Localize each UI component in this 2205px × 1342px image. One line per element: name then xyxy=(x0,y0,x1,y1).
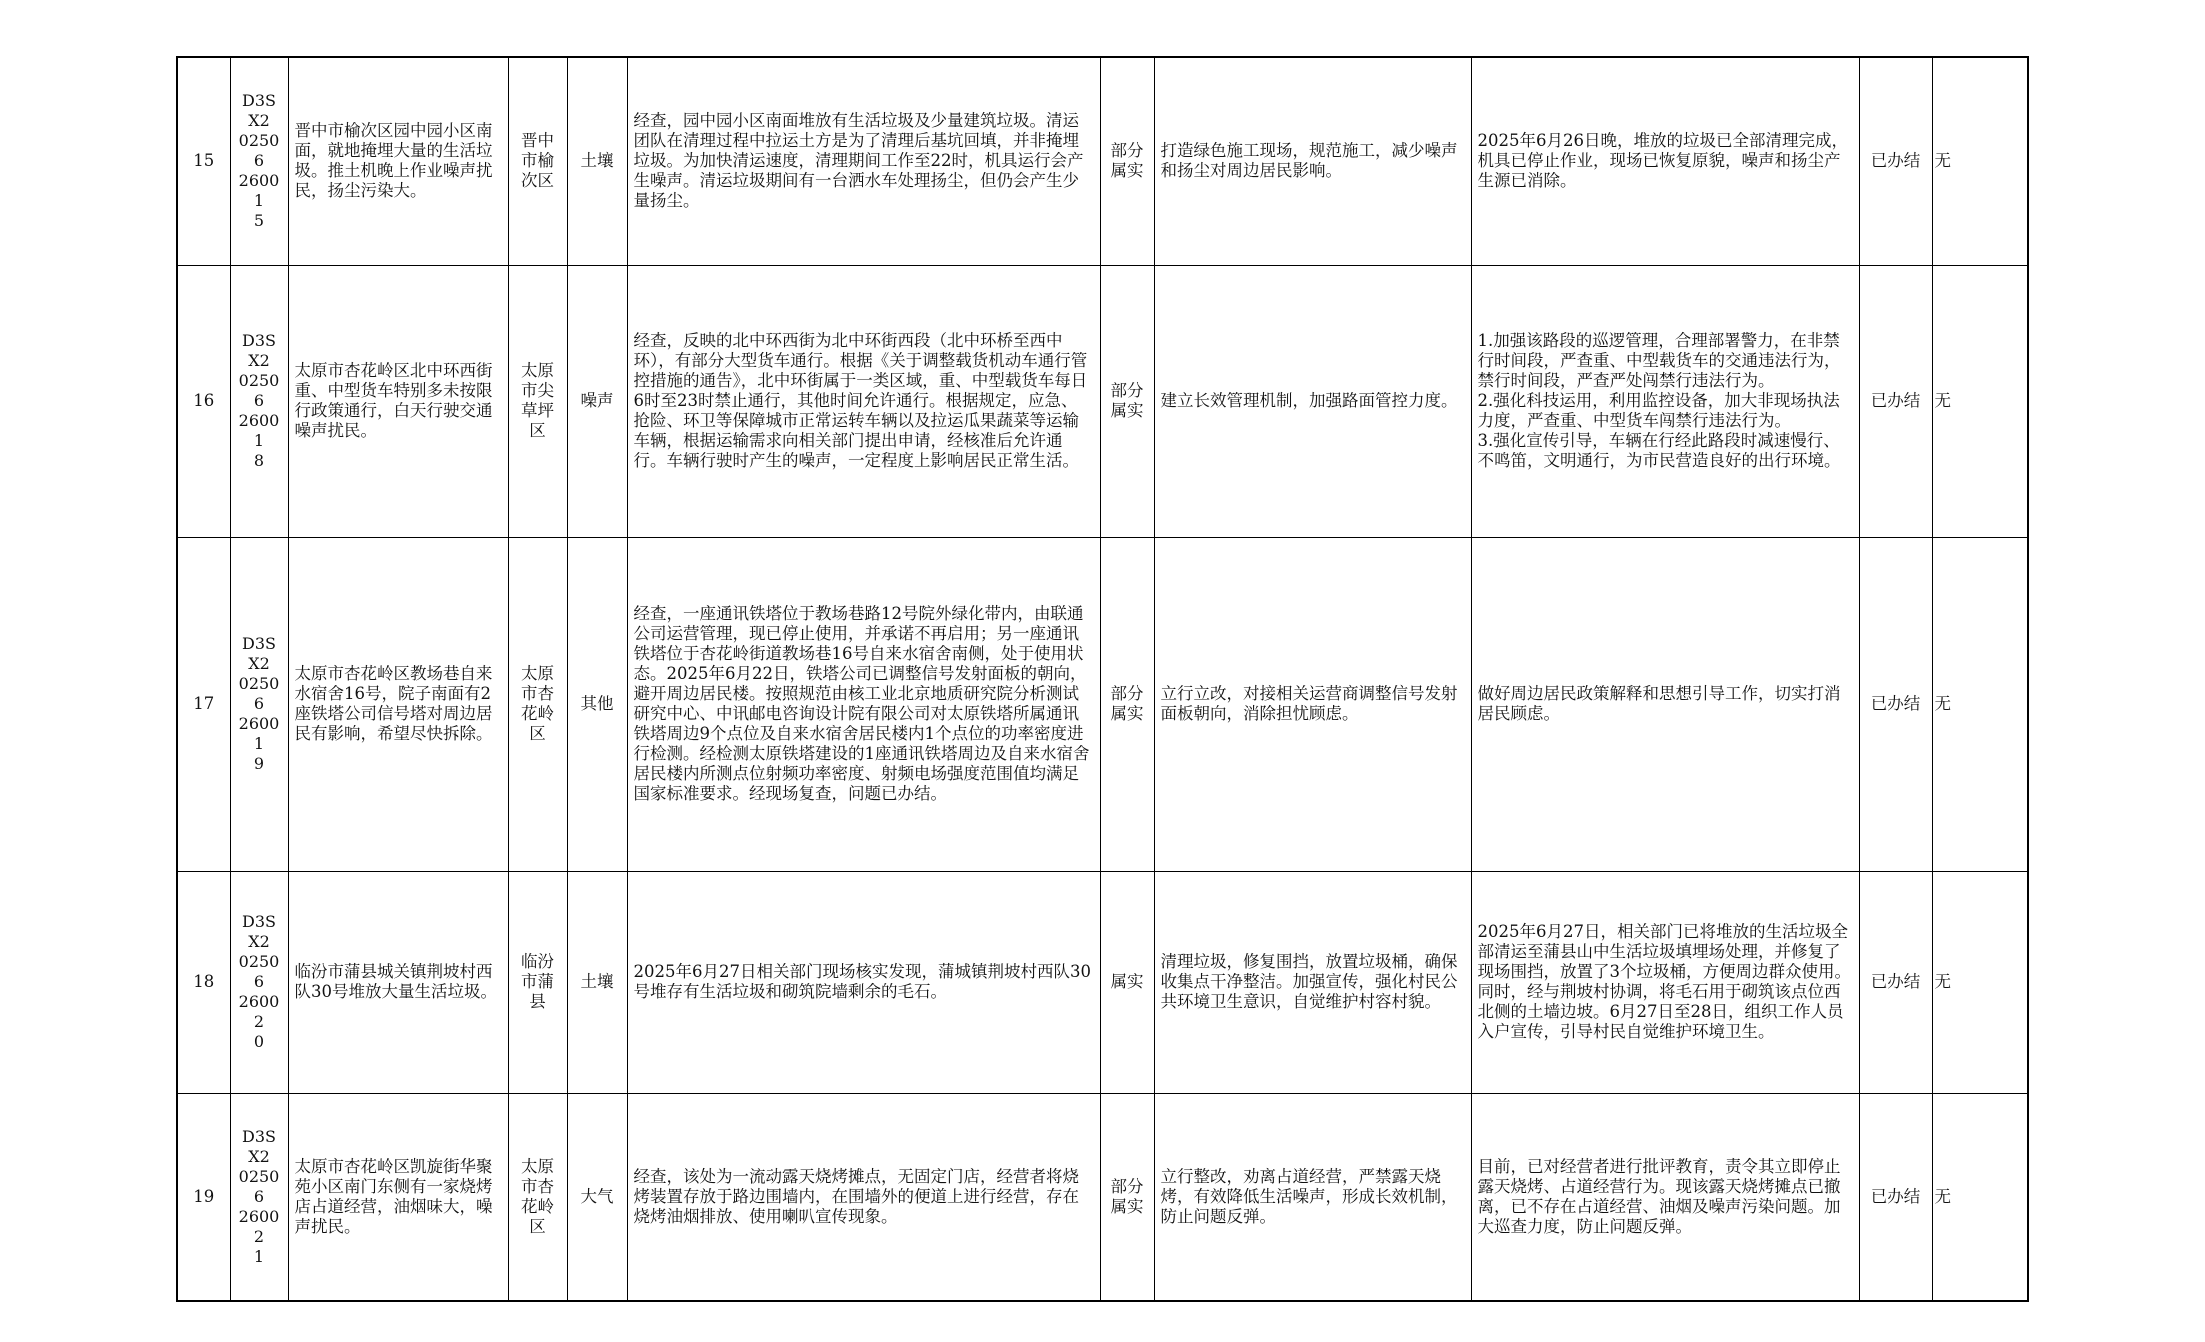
rectification-measures: 建立长效管理机制，加强路面管控力度。 xyxy=(1154,265,1471,537)
region: 太原市尖草坪区 xyxy=(508,265,567,537)
investigation-finding: 经查，园中园小区南面堆放有生活垃圾及少量建筑垃圾。清运团队在清理过程中拉运土方是为了清理后基坑回填，并非掩埋垃圾。为加快清运速度，清理期间工作至22时，机具运行会产生噪声。清运垃圾期间有一台洒水车处理扬尘，但仍会产生少量扬尘。 xyxy=(627,57,1100,265)
rectification-progress: 做好周边居民政策解释和思想引导工作，切实打消居民顾虑。 xyxy=(1471,537,1859,871)
accountability: 无 xyxy=(1932,1093,2028,1301)
case-status: 已办结 xyxy=(1859,57,1932,265)
region: 太原市杏花岭区 xyxy=(508,1093,567,1301)
complaint-content: 太原市杏花岭区凯旋街华聚苑小区南门东侧有一家烧烤店占道经营，油烟味大，噪声扰民。 xyxy=(288,1093,508,1301)
case-code: D3SX2 02506 26001 9 xyxy=(230,537,288,871)
region: 临汾市蒲县 xyxy=(508,871,567,1093)
row-number: 18 xyxy=(177,871,230,1093)
investigation-finding: 经查，反映的北中环西街为北中环街西段（北中环桥至西中环），有部分大型货车通行。根据《关于调整载货机动车通行管控措施的通告》，北中环街属于一类区域，重、中型载货车每日6时至23时禁止通行，其他时间允许通行。根据规定，应急、抢险、环卫等保障城市正常运转车辆以及拉运瓜果蔬菜等运输车辆，根据运输需求向相关部门提出申请，经核准后允许通行。车辆行驶时产生的噪声，一定程度上影响居民正常生活。 xyxy=(627,265,1100,537)
complaint-table xyxy=(176,56,2029,1302)
case-code: D3SX2 02506 26002 0 xyxy=(230,871,288,1093)
complaint-content: 太原市杏花岭区教场巷自来水宿舍16号，院子南面有2座铁塔公司信号塔对周边居民有影响，希望尽快拆除。 xyxy=(288,537,508,871)
accountability: 无 xyxy=(1932,871,2028,1093)
case-status: 已办结 xyxy=(1859,871,1932,1093)
rectification-measures: 打造绿色施工现场，规范施工，减少噪声和扬尘对周边居民影响。 xyxy=(1154,57,1471,265)
verdict: 属实 xyxy=(1100,871,1154,1093)
case-status: 已办结 xyxy=(1859,537,1932,871)
region: 太原市杏花岭区 xyxy=(508,537,567,871)
accountability: 无 xyxy=(1932,537,2028,871)
region: 晋中市榆次区 xyxy=(508,57,567,265)
complaint-content: 太原市杏花岭区北中环西街重、中型货车特别多未按限行政策通行，白天行驶交通噪声扰民。 xyxy=(288,265,508,537)
table-row xyxy=(177,57,2028,265)
rectification-progress: 2025年6月27日，相关部门已将堆放的生活垃圾全部清运至蒲县山中生活垃圾填埋场处理，并修复了现场围挡，放置了3个垃圾桶，方便周边群众使用。同时，经与荆坡村协调，将毛石用于砌筑该点位西北侧的土墙边坡。6月27日至28日，组织工作人员入户宣传，引导村民自觉维护环境卫生。 xyxy=(1471,871,1859,1093)
pollution-type: 土壤 xyxy=(567,57,627,265)
case-code: D3SX2 02506 26002 1 xyxy=(230,1093,288,1301)
pollution-type: 大气 xyxy=(567,1093,627,1301)
case-status: 已办结 xyxy=(1859,1093,1932,1301)
complaint-content: 晋中市榆次区园中园小区南面，就地掩埋大量的生活垃圾。推土机晚上作业噪声扰民，扬尘污染大。 xyxy=(288,57,508,265)
case-code: D3SX2 02506 26001 5 xyxy=(230,57,288,265)
rectification-measures: 清理垃圾，修复围挡，放置垃圾桶，确保收集点干净整洁。加强宣传，强化村民公共环境卫生意识，自觉维护村容村貌。 xyxy=(1154,871,1471,1093)
row-number: 19 xyxy=(177,1093,230,1301)
complaint-table-sheet xyxy=(176,56,2027,1302)
case-status: 已办结 xyxy=(1859,265,1932,537)
accountability: 无 xyxy=(1932,57,2028,265)
rectification-progress: 2025年6月26日晚，堆放的垃圾已全部清理完成，机具已停止作业，现场已恢复原貌，噪声和扬尘产生源已消除。 xyxy=(1471,57,1859,265)
row-number: 15 xyxy=(177,57,230,265)
rectification-progress: 目前，已对经营者进行批评教育，责令其立即停止露天烧烤、占道经营行为。现该露天烧烤摊点已撤离，已不存在占道经营、油烟及噪声污染问题。加大巡查力度，防止问题反弹。 xyxy=(1471,1093,1859,1301)
rectification-measures: 立行立改，对接相关运营商调整信号发射面板朝向，消除担忧顾虑。 xyxy=(1154,537,1471,871)
investigation-finding: 经查，一座通讯铁塔位于教场巷路12号院外绿化带内，由联通公司运营管理，现已停止使用，并承诺不再启用；另一座通讯铁塔位于杏花岭街道教场巷16号自来水宿舍南侧，处于使用状态。2025年6月22日，铁塔公司已调整信号发射面板的朝向，避开周边居民楼。按照规范由核工业北京地质研究院分析测试研究中心、中讯邮电咨询设计院有限公司对太原铁塔所属通讯铁塔周边9个点位及自来水宿舍居民楼内1个点位的功率密度进行检测。经检测太原铁塔建设的1座通讯铁塔周边及自来水宿舍居民楼内所测点位射频功率密度、射频电场强度范围值均满足国家标准要求。经现场复查，问题已办结。 xyxy=(627,537,1100,871)
investigation-finding: 2025年6月27日相关部门现场核实发现，蒲城镇荆坡村西队30号堆存有生活垃圾和砌筑院墙剩余的毛石。 xyxy=(627,871,1100,1093)
complaint-content: 临汾市蒲县城关镇荆坡村西队30号堆放大量生活垃圾。 xyxy=(288,871,508,1093)
accountability: 无 xyxy=(1932,265,2028,537)
verdict: 部分属实 xyxy=(1100,265,1154,537)
rectification-progress: 1.加强该路段的巡逻管理，合理部署警力，在非禁行时间段，严查重、中型载货车的交通违法行为，禁行时间段，严查严处闯禁行违法行为。 2.强化科技运用，利用监控设备，加大非现场执法力度，严查重、中型货车闯禁行违法行为。 3.强化宣传引导，车辆在行经此路段时减速慢行、不鸣笛，文明通行，为市民营造良好的出行环境。 xyxy=(1471,265,1859,537)
case-code: D3SX2 02506 26001 8 xyxy=(230,265,288,537)
table-row xyxy=(177,871,2028,1093)
verdict: 部分属实 xyxy=(1100,537,1154,871)
row-number: 17 xyxy=(177,537,230,871)
rectification-measures: 立行整改，劝离占道经营，严禁露天烧烤，有效降低生活噪声，形成长效机制，防止问题反弹。 xyxy=(1154,1093,1471,1301)
verdict: 部分属实 xyxy=(1100,57,1154,265)
table-row xyxy=(177,1093,2028,1301)
verdict: 部分属实 xyxy=(1100,1093,1154,1301)
pollution-type: 土壤 xyxy=(567,871,627,1093)
row-number: 16 xyxy=(177,265,230,537)
table-row xyxy=(177,537,2028,871)
table-row xyxy=(177,265,2028,537)
pollution-type: 噪声 xyxy=(567,265,627,537)
investigation-finding: 经查，该处为一流动露天烧烤摊点，无固定门店，经营者将烧烤装置存放于路边围墙内，在围墙外的便道上进行经营，存在烧烤油烟排放、使用喇叭宣传现象。 xyxy=(627,1093,1100,1301)
pollution-type: 其他 xyxy=(567,537,627,871)
